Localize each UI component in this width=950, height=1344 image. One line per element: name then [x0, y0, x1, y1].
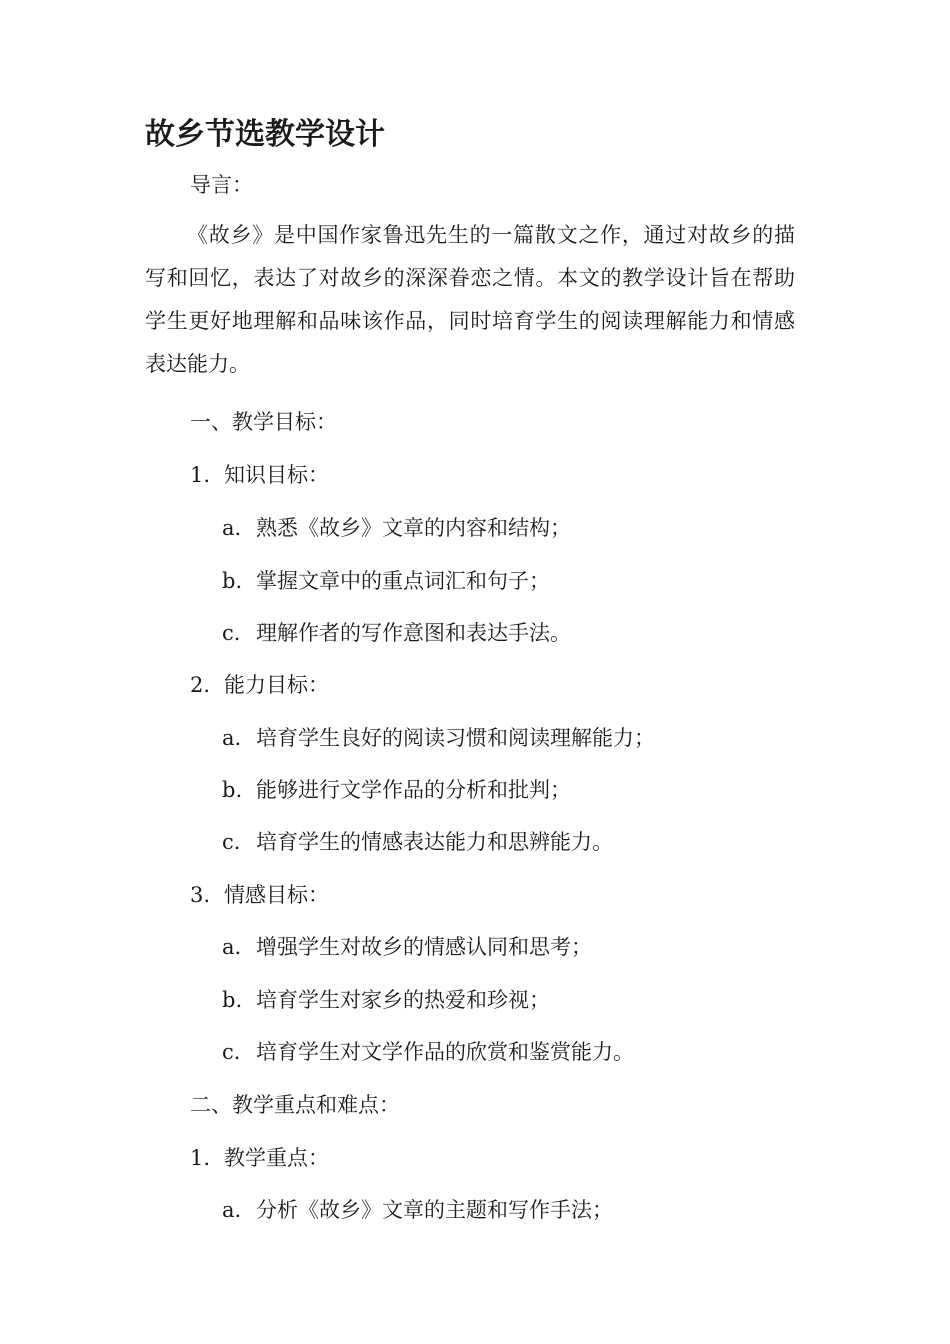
list-item-text: 培育学生对文学作品的欣赏和鉴赏能力。	[256, 1040, 634, 1064]
list-mark: a.	[222, 1198, 242, 1222]
list-mark: a.	[222, 726, 242, 750]
list-mark: b.	[222, 988, 243, 1012]
section-heading-objectives: 一、教学目标：	[190, 410, 337, 434]
list-item-text: 培育学生良好的阅读习惯和阅读理解能力；	[256, 726, 655, 750]
key-point	[190, 1143, 329, 1173]
list-item	[222, 827, 613, 857]
list-mark: b.	[222, 569, 243, 593]
list-item-text: 掌握文章中的重点词汇和句子；	[256, 569, 550, 593]
goal-ability	[190, 670, 329, 700]
document-title: 故乡节选教学设计	[145, 117, 385, 152]
list-number: 3.	[190, 883, 211, 907]
list-mark: a.	[222, 516, 242, 540]
goal-label: 情感目标：	[224, 883, 329, 907]
list-item-text: 分析《故乡》文章的主题和写作手法；	[256, 1198, 613, 1222]
list-item-text: 增强学生对故乡的情感认同和思考；	[256, 935, 592, 959]
list-mark: c.	[222, 830, 241, 854]
list-mark: a.	[222, 935, 242, 959]
goal-knowledge	[190, 460, 329, 490]
goal-label: 知识目标：	[224, 463, 329, 487]
list-number: 1.	[190, 1146, 211, 1170]
list-number: 2.	[190, 673, 211, 697]
list-item	[222, 985, 550, 1015]
list-item-text: 培育学生的情感表达能力和思辨能力。	[256, 830, 613, 854]
list-item	[222, 513, 571, 543]
intro-paragraph: 《故乡》是中国作家鲁迅先生的一篇散文之作，通过对故乡的描写和回忆，表达了对故乡的深深眷恋之情。本文的教学设计旨在帮助学生更好地理解和品味该作品，同时培育学生的阅读理解能力和情感表达能力。	[145, 223, 795, 376]
list-item	[222, 618, 571, 648]
list-item	[222, 932, 592, 962]
list-item	[222, 1195, 613, 1225]
section-heading-key-points: 二、教学重点和难点：	[190, 1093, 400, 1117]
goal-emotion	[190, 880, 329, 910]
list-item	[222, 723, 655, 753]
point-label: 教学重点：	[224, 1146, 329, 1170]
list-mark: c.	[222, 1040, 241, 1064]
intro-heading: 导言：	[190, 173, 253, 197]
list-mark: c.	[222, 621, 241, 645]
list-mark: b.	[222, 778, 243, 802]
list-item	[222, 1037, 634, 1067]
list-item-text: 能够进行文学作品的分析和批判；	[256, 778, 571, 802]
list-item-text: 熟悉《故乡》文章的内容和结构；	[256, 516, 571, 540]
list-item	[222, 775, 571, 805]
list-item	[222, 566, 550, 596]
list-item-text: 理解作者的写作意图和表达手法。	[256, 621, 571, 645]
list-item-text: 培育学生对家乡的热爱和珍视；	[256, 988, 550, 1012]
list-number: 1.	[190, 463, 211, 487]
goal-label: 能力目标：	[224, 673, 329, 697]
